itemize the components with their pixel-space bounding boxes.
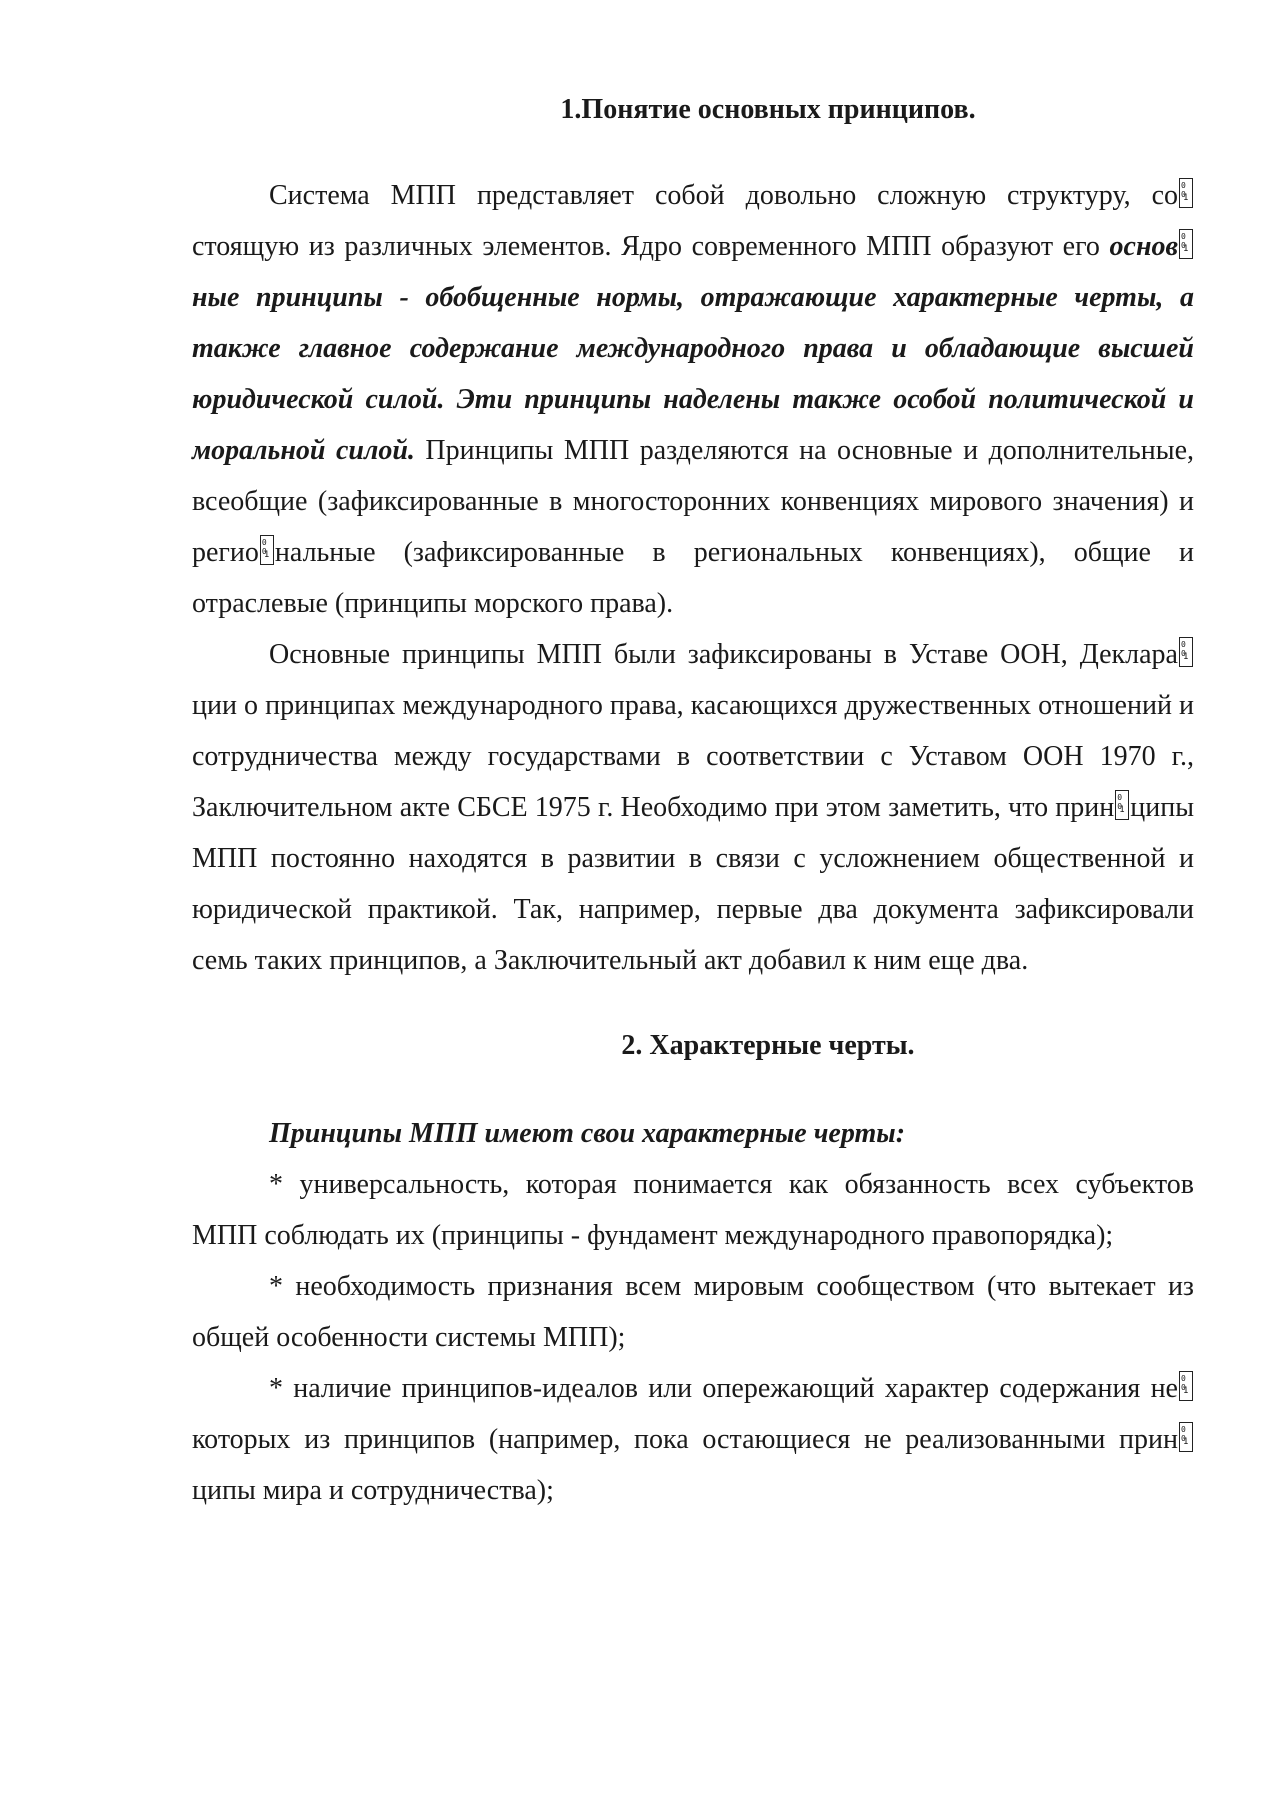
missing-glyph-icon: [1179, 178, 1193, 208]
text-run: Принципы МПП разделяются на основные и дополнительные, всеобщие (зафиксированные в многосторонних конвенциях мирового значения) и регио: [192, 435, 1194, 568]
text-run: основ: [1109, 231, 1178, 262]
missing-glyph-icon: [1115, 790, 1129, 820]
list-item: [192, 1363, 1194, 1516]
section-2-title: 2. Характерные черты.: [621, 1030, 915, 1061]
list-item: * универсальность, которая понимается как обязанность всех субъектов МПП соблюдать их (принципы - фундамент международного правопорядка);: [192, 1169, 1194, 1251]
missing-glyph-icon: [260, 535, 274, 565]
section-2-intro: Принципы МПП имеют свои характерные черты:: [269, 1118, 906, 1149]
text-run: ципы мира и сотрудничества);: [192, 1475, 554, 1506]
text-run: * наличие принципов-идеалов или опережающий характер содержания не: [269, 1373, 1178, 1404]
missing-glyph-icon: [1179, 229, 1193, 259]
text-run: Система МПП представляет собой довольно сложную структуру, со: [269, 180, 1178, 211]
emphasis-text: [192, 231, 1194, 466]
text-run: которых из принципов (например, пока остающиеся не реализованными прин: [192, 1424, 1178, 1455]
missing-glyph-icon: [1179, 1371, 1193, 1401]
text-run: нальные (зафиксированные в региональных конвенциях), общие и отраслевые (принципы морского права).: [192, 537, 1194, 619]
list-item: * необходимость признания всем мировым сообществом (что вытекает из общей особенности системы МПП);: [192, 1271, 1194, 1353]
text-run: ципы МПП постоянно находятся в развитии в связи с усложнением общественной и юридической практикой. Так, например, первые два документа зафиксировали семь таких принципов, а Заключительный акт добавил к ним еще два.: [192, 792, 1194, 976]
section-1-paragraph-1: [192, 170, 1194, 629]
text-run: стоящую из различных элементов. Ядро современного МПП образуют его: [192, 231, 1110, 262]
text-run: Основные принципы МПП были зафиксированы в Уставе ООН, Деклара: [269, 639, 1178, 670]
text-run: ции о принципах международного права, касающихся дружественных отношений и сотрудничества между государствами в соответствии с Уставом ООН 1970 г., Заключительном акте СБСЕ 1975 г. Необходимо при этом заметить, что прин: [192, 690, 1194, 823]
missing-glyph-icon: [1179, 637, 1193, 667]
document-page: [192, 90, 1194, 1516]
text-run: ные принципы - обобщенные нормы, отражающие характерные черты, а также главное содержание международного права и обладающие высшей юридической силой. Эти принципы наделены также особой политической и моральной силой.: [192, 282, 1194, 466]
missing-glyph-icon: [1179, 1422, 1193, 1452]
section-1-title: 1.Понятие основных принципов.: [560, 94, 976, 125]
section-1-paragraph-2: [192, 629, 1194, 986]
